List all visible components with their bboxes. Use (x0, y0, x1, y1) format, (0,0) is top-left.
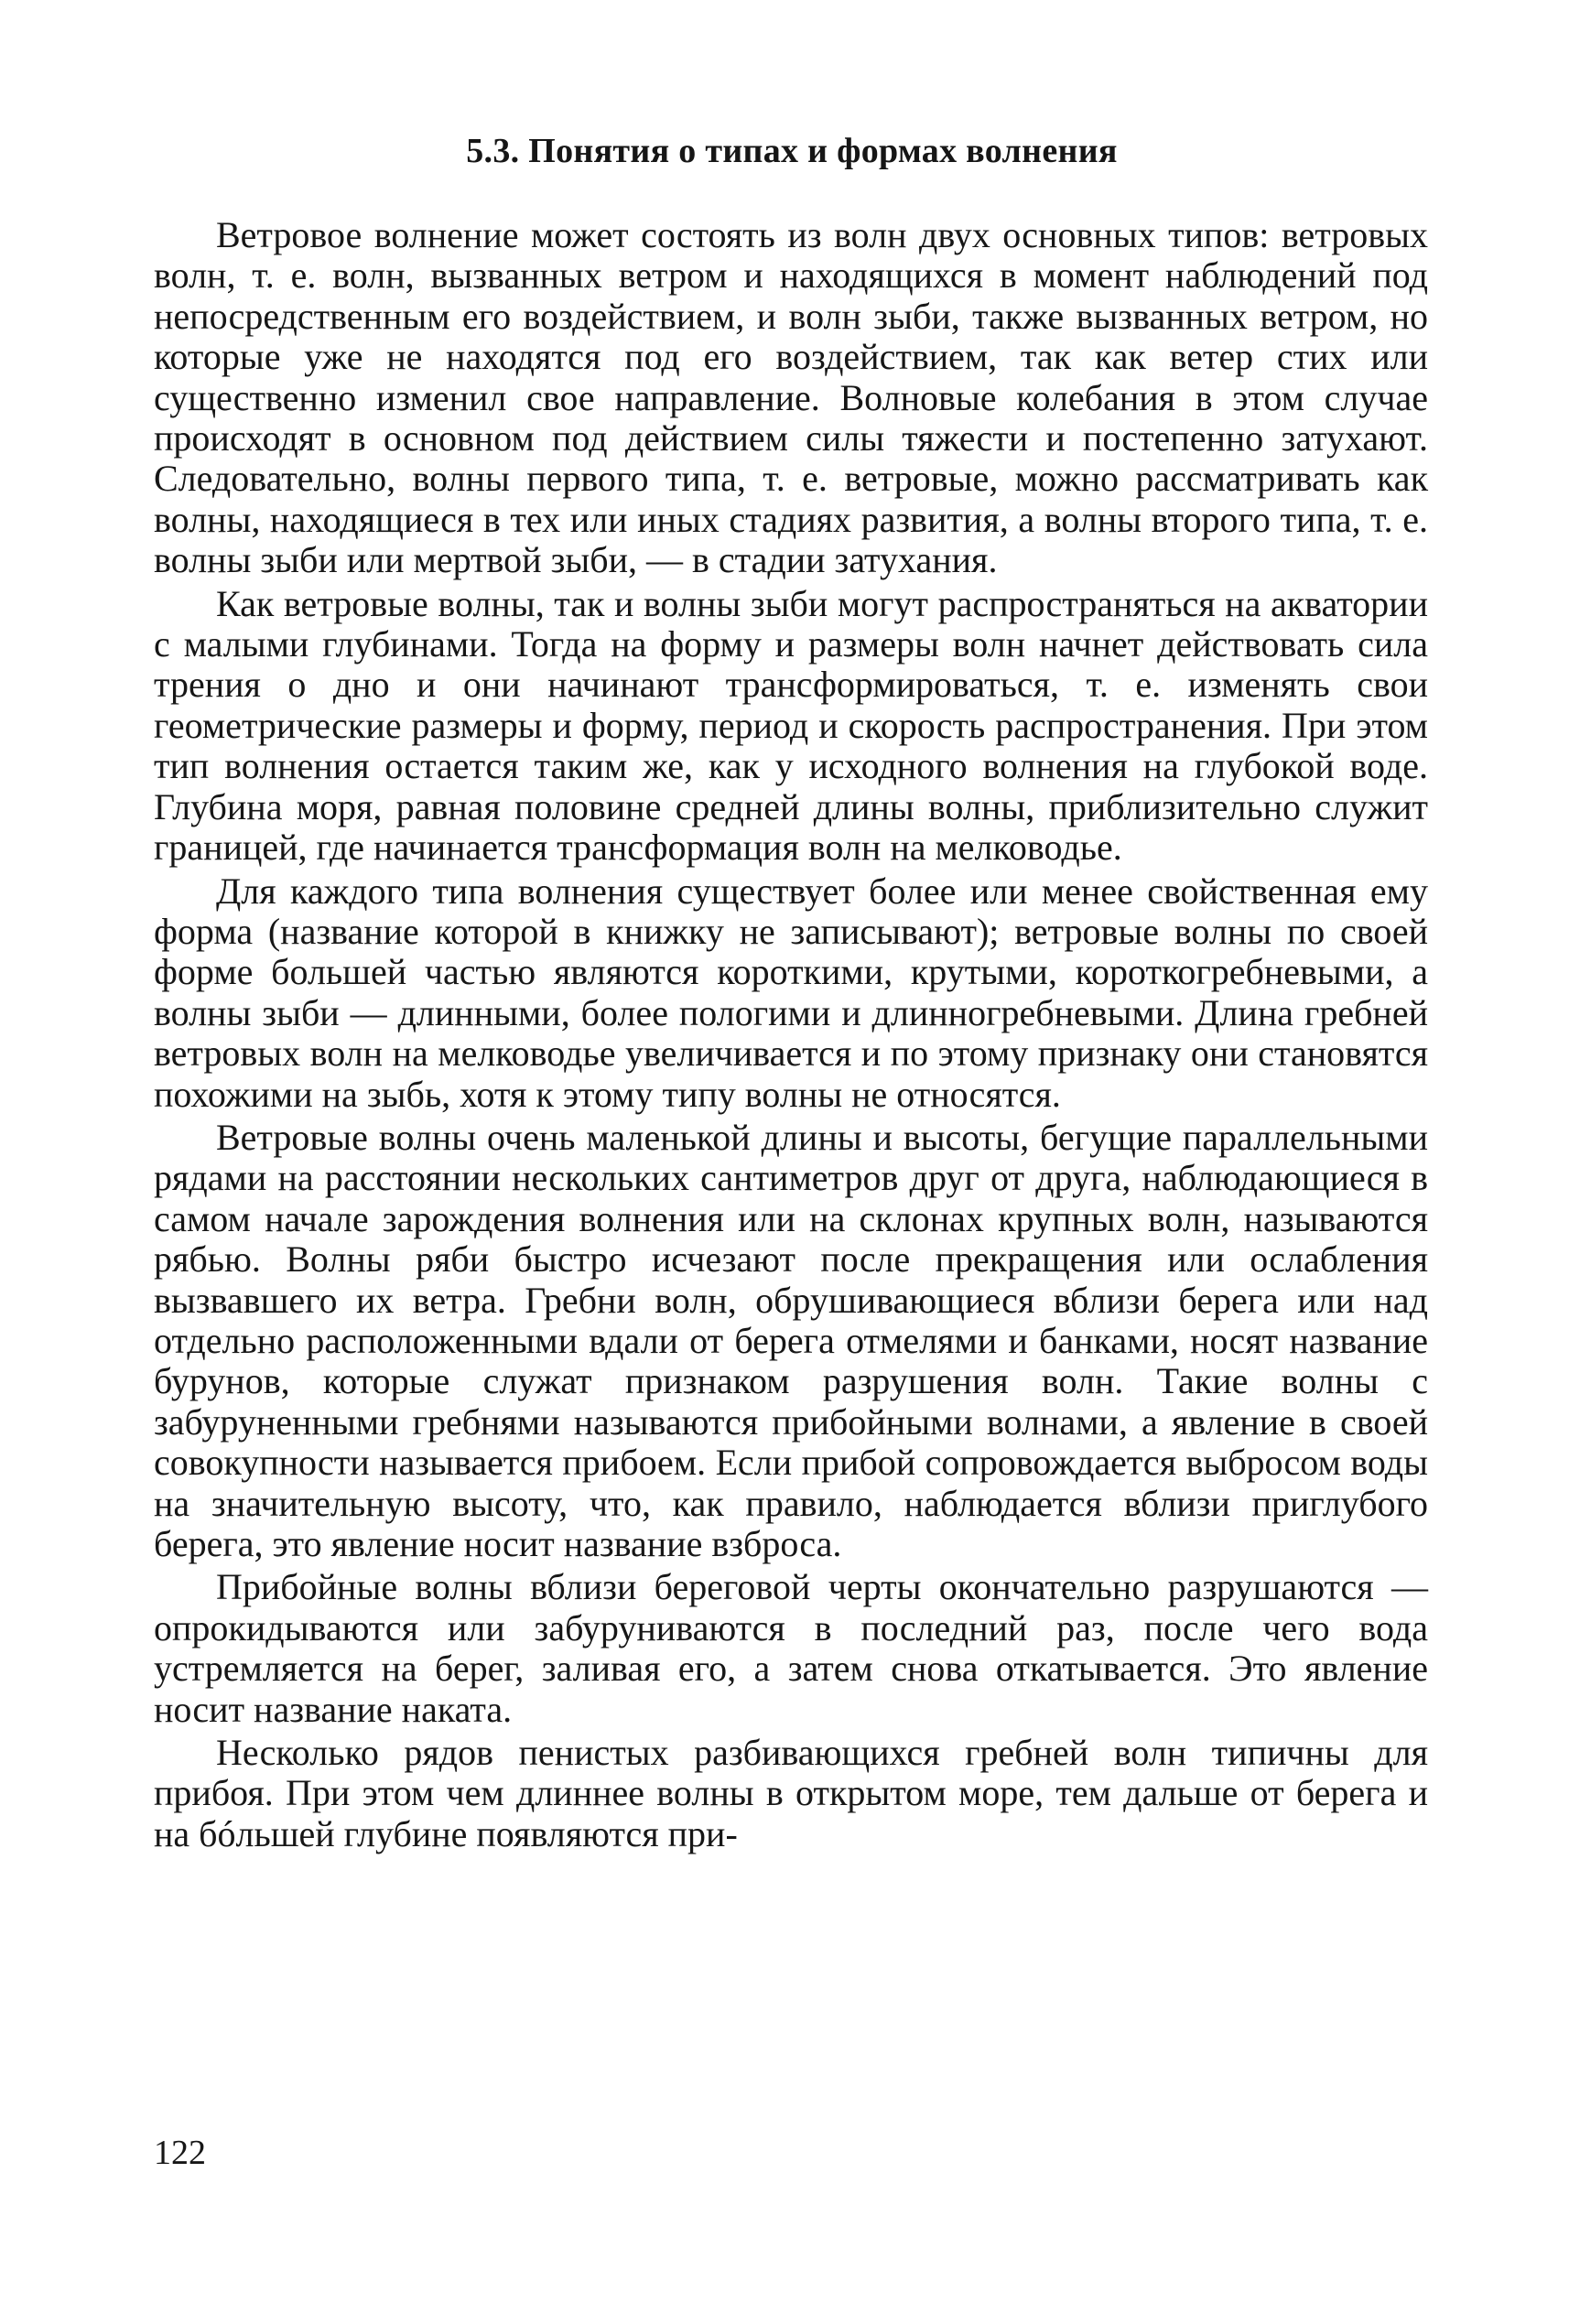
page-number: 122 (154, 2134, 206, 2172)
body-text (154, 215, 1428, 1857)
paragraph-wave-types: Ветровое волнение может состоять из волн двух основных типов: ветровых волн, т. е. волн, вызванных ветром и находящихся в момент наблюдений под непосредственным его воздействием, и волн зыби, также вызванных ветром, но которые уже не находятся под его воздействием, так как ветер стих или существенно изменил свое направление. Волновые колебания в этом случае происходят в основном под действием силы тяжести и постепенно затухают. Следовательно, волны первого типа, т. е. ветровые, можно рассматривать как волны, находящиеся в тех или иных стадиях развития, а волны второго типа, т. е. волны зыби или мертвой зыби, — в стадии затухания. (154, 214, 1428, 581)
paragraph-ripples-surf: Ветровые волны очень маленькой длины и высоты, бегущие параллельными рядами на расстоянии нескольких сантиметров друг от друга, наблюдающиеся в самом начале зарождения волнения или на склонах крупных волн, называются рябью. Волны ряби быстро исчезают после прекращения или ослабления вызвавшего их ветра. Гребни волн, обрушивающиеся вблизи берега или над отдельно расположенными вдали от берега отмелями и банками, носят название бурунов, которые служат признаком разрушения волн. Такие волны с забуруненными гребнями называются прибойными волнами, а явление в своей совокупности называется прибоем. Если прибой сопровождается выбросом воды на значительную высоту, что, как правило, наблюдается вблизи приглубого берега, это явление носит название взброса. (154, 1116, 1428, 1564)
paragraph-surf-rows: Несколько рядов пенистых разбивающихся гребней волн типичны для прибоя. При этом чем длиннее волны в открытом море, тем дальше от берега и на бóльшей глубине появляются при- (154, 1732, 1428, 1854)
paragraph-wave-forms: Для каждого типа волнения существует более или менее свойственная ему форма (название которой в книжку не записывают); ветровые волны по своей форме большей частью являются короткими, крутыми, короткогребневыми, а волны зыби — длинными, более пологими и длинногребневыми. Длина гребней ветровых волн на мелководье увеличивается и по этому признаку они становятся похожими на зыбь, хотя к этому типу волны не относятся. (154, 870, 1428, 1115)
paragraph-surf-breaking: Прибойные волны вблизи береговой черты окончательно разрушаются — опрокидываются или забуруниваются в последний раз, после чего вода устремляется на берег, заливая его, а затем снова откатывается. Это явление носит название наката. (154, 1566, 1428, 1730)
section-heading: 5.3. Понятия о типах и формах волнения (466, 132, 1118, 170)
paragraph-shallow-water: Как ветровые волны, так и волны зыби могут распространяться на акватории с малыми глубинами. Тогда на форму и размеры волн начнет действовать сила трения о дно и они начинают трансформироваться, т. е. изменять свои геометрические размеры и форму, период и скорость распространения. При этом тип волнения остается таким же, как у исходного волнения на глубокой воде. Глубина моря, равная половине средней длины волны, приблизительно служит границей, где начинается трансформация волн на мелководье. (154, 582, 1428, 869)
